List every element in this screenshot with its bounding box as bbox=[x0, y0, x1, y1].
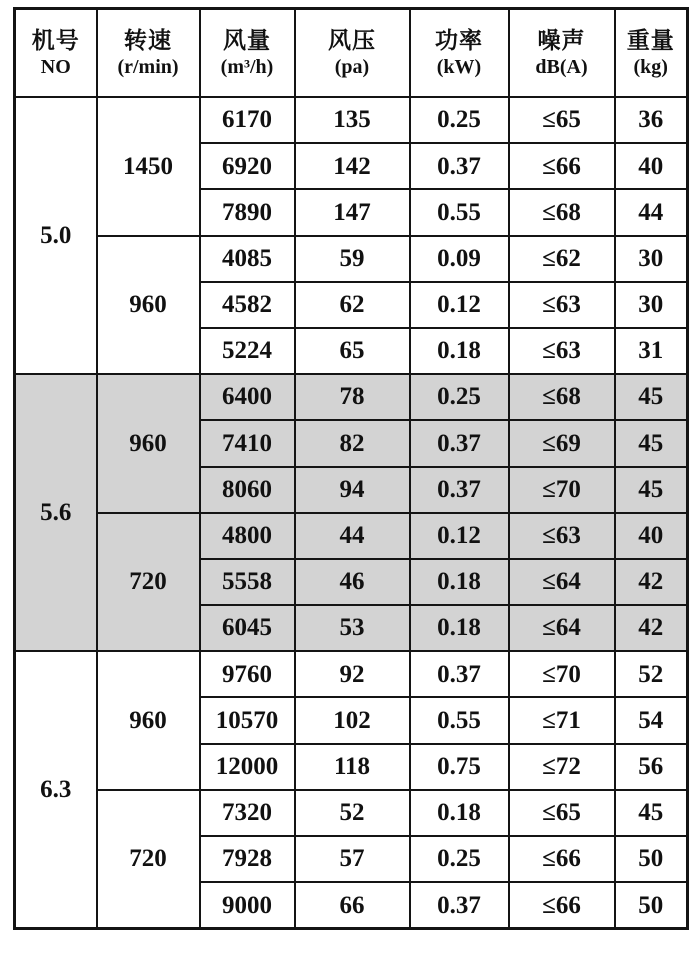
cell-noise: ≤72 bbox=[509, 744, 615, 790]
fan-spec-table bbox=[13, 7, 689, 930]
cell-pressure: 135 bbox=[295, 97, 410, 143]
cell-weight: 50 bbox=[615, 836, 688, 882]
cell-pressure: 142 bbox=[295, 143, 410, 189]
cell-airflow: 4085 bbox=[200, 236, 295, 282]
cell-airflow: 12000 bbox=[200, 744, 295, 790]
cell-weight: 54 bbox=[615, 697, 688, 743]
cell-power: 0.18 bbox=[410, 559, 509, 605]
col-header-noise bbox=[509, 9, 615, 98]
cell-power: 0.09 bbox=[410, 236, 509, 282]
cell-airflow: 6170 bbox=[200, 97, 295, 143]
cell-airflow: 5558 bbox=[200, 559, 295, 605]
cell-power: 0.18 bbox=[410, 790, 509, 836]
cell-power: 0.25 bbox=[410, 836, 509, 882]
cell-noise: ≤69 bbox=[509, 420, 615, 466]
cell-weight: 45 bbox=[615, 467, 688, 513]
cell-power: 0.75 bbox=[410, 744, 509, 790]
cell-pressure: 52 bbox=[295, 790, 410, 836]
cell-noise: ≤65 bbox=[509, 790, 615, 836]
fan-spec-table-container bbox=[13, 7, 689, 930]
cell-power: 0.12 bbox=[410, 282, 509, 328]
cell-weight: 30 bbox=[615, 236, 688, 282]
cell-speed: 1450 bbox=[97, 97, 200, 236]
cell-weight: 42 bbox=[615, 605, 688, 651]
cell-power: 0.18 bbox=[410, 605, 509, 651]
cell-power: 0.37 bbox=[410, 882, 509, 929]
cell-weight: 44 bbox=[615, 189, 688, 235]
cell-pressure: 59 bbox=[295, 236, 410, 282]
cell-power: 0.55 bbox=[410, 189, 509, 235]
cell-noise: ≤65 bbox=[509, 97, 615, 143]
cell-weight: 56 bbox=[615, 744, 688, 790]
cell-airflow: 7410 bbox=[200, 420, 295, 466]
cell-weight: 31 bbox=[615, 328, 688, 374]
table-row bbox=[15, 374, 688, 420]
cell-pressure: 78 bbox=[295, 374, 410, 420]
header-unit: NO bbox=[40, 56, 71, 79]
cell-no: 5.6 bbox=[15, 374, 97, 651]
cell-power: 0.55 bbox=[410, 697, 509, 743]
cell-noise: ≤62 bbox=[509, 236, 615, 282]
cell-airflow: 4800 bbox=[200, 513, 295, 559]
cell-speed: 720 bbox=[97, 790, 200, 929]
cell-weight: 50 bbox=[615, 882, 688, 929]
cell-power: 0.37 bbox=[410, 143, 509, 189]
header-label: 重量 bbox=[626, 27, 675, 53]
col-header-pressure bbox=[295, 9, 410, 98]
col-header-power bbox=[410, 9, 509, 98]
cell-airflow: 9000 bbox=[200, 882, 295, 929]
header-label: 转速 bbox=[124, 27, 172, 53]
cell-pressure: 82 bbox=[295, 420, 410, 466]
cell-noise: ≤63 bbox=[509, 282, 615, 328]
cell-power: 0.25 bbox=[410, 97, 509, 143]
cell-pressure: 44 bbox=[295, 513, 410, 559]
header-unit: (kW) bbox=[436, 56, 482, 79]
cell-noise: ≤66 bbox=[509, 143, 615, 189]
cell-noise: ≤63 bbox=[509, 328, 615, 374]
cell-airflow: 5224 bbox=[200, 328, 295, 374]
cell-pressure: 46 bbox=[295, 559, 410, 605]
table-row bbox=[15, 651, 688, 697]
cell-weight: 45 bbox=[615, 374, 688, 420]
cell-pressure: 53 bbox=[295, 605, 410, 651]
cell-weight: 52 bbox=[615, 651, 688, 697]
cell-airflow: 6920 bbox=[200, 143, 295, 189]
header-unit: (kg) bbox=[633, 56, 668, 79]
cell-airflow: 8060 bbox=[200, 467, 295, 513]
cell-noise: ≤64 bbox=[509, 559, 615, 605]
cell-airflow: 6045 bbox=[200, 605, 295, 651]
cell-power: 0.37 bbox=[410, 420, 509, 466]
cell-weight: 45 bbox=[615, 790, 688, 836]
header-unit: (r/min) bbox=[117, 56, 179, 79]
cell-airflow: 4582 bbox=[200, 282, 295, 328]
cell-power: 0.18 bbox=[410, 328, 509, 374]
cell-weight: 40 bbox=[615, 143, 688, 189]
header-label: 噪声 bbox=[537, 27, 586, 53]
cell-airflow: 7928 bbox=[200, 836, 295, 882]
cell-noise: ≤71 bbox=[509, 697, 615, 743]
cell-airflow: 10570 bbox=[200, 697, 295, 743]
cell-power: 0.25 bbox=[410, 374, 509, 420]
header-label: 机号 bbox=[31, 27, 80, 53]
cell-airflow: 6400 bbox=[200, 374, 295, 420]
cell-pressure: 147 bbox=[295, 189, 410, 235]
header-unit: (pa) bbox=[334, 56, 370, 79]
cell-pressure: 118 bbox=[295, 744, 410, 790]
cell-weight: 45 bbox=[615, 420, 688, 466]
col-header-no bbox=[15, 9, 97, 98]
cell-pressure: 102 bbox=[295, 697, 410, 743]
cell-pressure: 92 bbox=[295, 651, 410, 697]
cell-weight: 40 bbox=[615, 513, 688, 559]
header-label: 功率 bbox=[435, 27, 483, 53]
cell-pressure: 62 bbox=[295, 282, 410, 328]
cell-noise: ≤68 bbox=[509, 189, 615, 235]
cell-noise: ≤70 bbox=[509, 467, 615, 513]
table-row bbox=[15, 513, 688, 559]
cell-power: 0.37 bbox=[410, 467, 509, 513]
cell-speed: 960 bbox=[97, 651, 200, 790]
cell-pressure: 66 bbox=[295, 882, 410, 929]
cell-weight: 30 bbox=[615, 282, 688, 328]
header-label: 风压 bbox=[328, 27, 376, 53]
cell-speed: 720 bbox=[97, 513, 200, 652]
cell-noise: ≤66 bbox=[509, 836, 615, 882]
cell-power: 0.37 bbox=[410, 651, 509, 697]
col-header-speed bbox=[97, 9, 200, 98]
header-row bbox=[15, 9, 688, 98]
col-header-airflow bbox=[200, 9, 295, 98]
table-row bbox=[15, 97, 688, 143]
cell-speed: 960 bbox=[97, 236, 200, 375]
cell-noise: ≤68 bbox=[509, 374, 615, 420]
cell-airflow: 7890 bbox=[200, 189, 295, 235]
table-row bbox=[15, 790, 688, 836]
cell-weight: 42 bbox=[615, 559, 688, 605]
header-unit: dB(A) bbox=[535, 56, 588, 79]
cell-pressure: 65 bbox=[295, 328, 410, 374]
cell-airflow: 7320 bbox=[200, 790, 295, 836]
header-unit: (m³/h) bbox=[220, 56, 274, 79]
cell-pressure: 94 bbox=[295, 467, 410, 513]
cell-no: 6.3 bbox=[15, 651, 97, 929]
cell-noise: ≤66 bbox=[509, 882, 615, 929]
cell-speed: 960 bbox=[97, 374, 200, 513]
cell-weight: 36 bbox=[615, 97, 688, 143]
cell-noise: ≤64 bbox=[509, 605, 615, 651]
header-label: 风量 bbox=[223, 27, 271, 53]
cell-power: 0.12 bbox=[410, 513, 509, 559]
cell-noise: ≤70 bbox=[509, 651, 615, 697]
cell-no: 5.0 bbox=[15, 97, 97, 374]
cell-pressure: 57 bbox=[295, 836, 410, 882]
cell-noise: ≤63 bbox=[509, 513, 615, 559]
col-header-weight bbox=[615, 9, 688, 98]
cell-airflow: 9760 bbox=[200, 651, 295, 697]
table-row bbox=[15, 236, 688, 282]
